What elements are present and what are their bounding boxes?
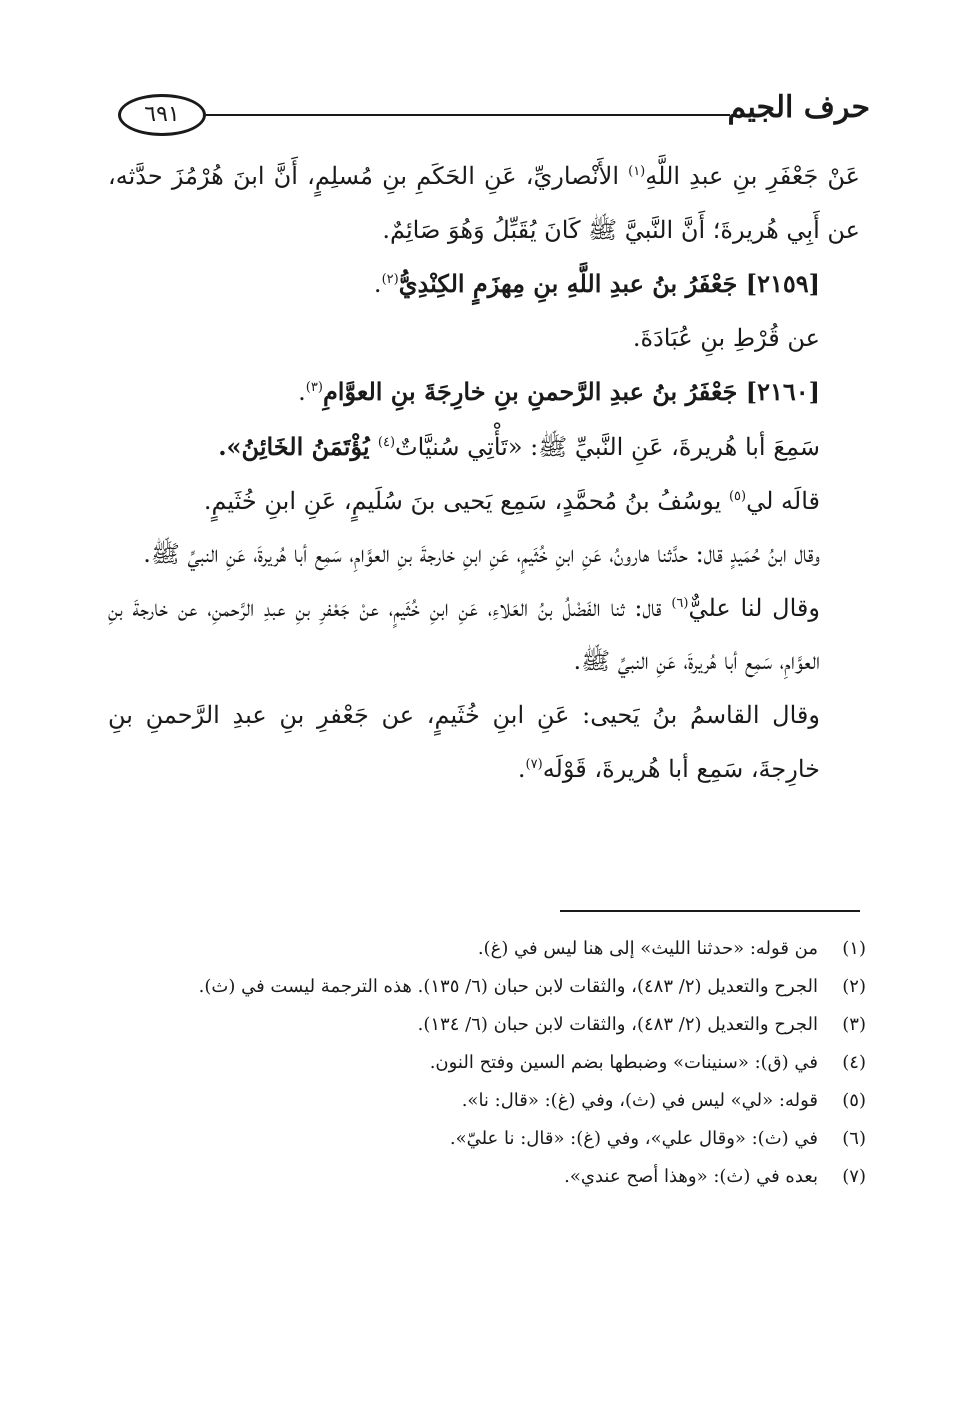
main-text (108, 150, 860, 796)
footnote-number: (٦) (842, 1128, 866, 1149)
footnote-number: (٣) (842, 1014, 866, 1035)
footnote-text: قوله: «لي» ليس في (ث)، وفي (غ): «قال: نا». (461, 1090, 818, 1111)
paragraph-humaid: وقال ابنُ حُمَيدٍ قال: حدَّثنا هارونُ، عَنِ ابنِ خُثَيمٍ، عَنِ ابنِ خارجةَ بنِ العوَّامِ، سَمِع أبا هُريرةَ، عَنِ النبيِّ ﷺ. (143, 540, 820, 569)
footnote-4 (108, 1044, 866, 1082)
text-segment: يوسُفُ بنُ مُحمَّدٍ، سَمِع يَحيى بنَ سُلَيمٍ، عَنِ ابنِ خُثَيمٍ. (203, 486, 729, 515)
footnote-number: (٢) (842, 976, 866, 997)
text-segment: الأَنْصاريِّ، عَنِ الحَكَمِ بنِ مُسلِمٍ، أَنَّ ابنَ هُرْمُزَ حدَّثه، عن أَبِي هُريرةَ؛ أَنَّ النَّبيَّ ﷺ كَانَ يُقَبِّلُ وَهُوَ صَائِمٌ. (108, 162, 860, 244)
footnote-marker: (٦) (671, 595, 689, 611)
footnote-number: (٧) (842, 1166, 866, 1187)
chapter-title: حرف الجيم (727, 90, 870, 125)
footnote-text: من قوله: «حدثنا الليث» إلى هنا ليس في (غ). (477, 938, 818, 959)
footnote-separator (560, 910, 860, 912)
paragraph-opening (108, 150, 860, 257)
entry-heading-2160 (108, 365, 860, 420)
page-number: ٦٩١ (118, 94, 206, 136)
footnote-1 (108, 930, 866, 968)
text-segment: سَمِعَ أبا هُريرةَ، عَنِ النَّبيِّ ﷺ: «تَأْتِي سُنيَّاتٌ (395, 432, 820, 461)
entry-title: [٢١٦٠] جَعْفَرُ بنُ عبدِ الرَّحمنِ بنِ خارِجَةَ بنِ العوَّامِ (322, 377, 820, 407)
text-segment: قال: ثنا الفَضْلُ بنُ العَلاءِ، عَنِ ابنِ خُثَيمٍ، عنْ جَعْفرِ بنِ عبدِ الرَّحمنِ، عن خارجةَ بنِ العوَّامِ، سَمِع أبا هُريرةَ، عَنِ النبيِّ ﷺ. (108, 593, 820, 676)
narration-line (108, 475, 860, 529)
text-segment: . (373, 270, 382, 299)
paragraph-qasim (108, 689, 860, 796)
footnote-marker: (٥) (728, 488, 747, 504)
footnote-text: في (ث): «وقال علي»، وفي (غ): «قال: نا عليّ». (449, 1128, 818, 1149)
header-rule (206, 114, 730, 116)
footnote-2 (108, 968, 866, 1006)
footnote-7 (108, 1158, 866, 1196)
footnote-marker: (٣) (305, 380, 323, 396)
entry-text-2159: عن قُرْطِ بنِ عُبَادَةَ. (632, 323, 820, 352)
page-header (110, 88, 870, 148)
text-segment: قالَه لي (746, 486, 820, 515)
footnote-text: الجرح والتعديل (٢/ ٤٨٣)، والثقات لابن حبان (٦/ ١٣٥). هذه الترجمة ليست في (ث). (198, 976, 818, 997)
footnote-text: الجرح والتعديل (٢/ ٤٨٣)، والثقات لابن حبان (٦/ ١٣٤). (417, 1014, 818, 1035)
footnote-number: (٤) (842, 1052, 866, 1073)
footnote-text: في (ق): «سنينات» وضبطها بضم السين وفتح النون. (429, 1052, 818, 1073)
footnote-text: بعده في (ث): «وهذا أصح عندي». (564, 1166, 818, 1187)
text-segment: يُؤْتَمَنُ الخَائِنُ». (218, 431, 378, 461)
text-segment: عَنْ جَعْفَرِ بنِ عبدِ اللَّهِ (645, 162, 860, 190)
footnote-marker: (٢) (381, 272, 399, 288)
footnotes (108, 930, 866, 1196)
footnote-6 (108, 1120, 866, 1158)
text-segment: . (517, 754, 526, 783)
text-segment: وقال القاسمُ بنُ يَحيى: عَنِ ابنِ خُثَيمٍ، عن جَعْفرِ بنِ عبدِ الرَّحمنِ بنِ خارِجةَ، سَمِع أبا هُريرةَ، قَوْلَه (108, 700, 820, 783)
footnote-3 (108, 1006, 866, 1044)
entry-heading-2159 (108, 257, 860, 312)
entry-title: [٢١٥٩] جَعْفَرُ بنُ عبدِ اللَّهِ بنِ مِهزَمٍ الكِنْدِيُّ (398, 269, 820, 299)
footnote-number: (١) (842, 938, 866, 959)
paragraph-ali (108, 582, 860, 689)
footnote-5 (108, 1082, 866, 1120)
footnote-marker: (٤) (377, 434, 396, 450)
hadith-line (108, 420, 860, 475)
footnote-marker: (١) (628, 164, 646, 179)
text-segment: . (298, 378, 306, 407)
footnote-marker: (٧) (525, 756, 543, 772)
text-segment: وقال لنا عليٌّ (688, 593, 820, 622)
footnote-number: (٥) (842, 1090, 866, 1111)
